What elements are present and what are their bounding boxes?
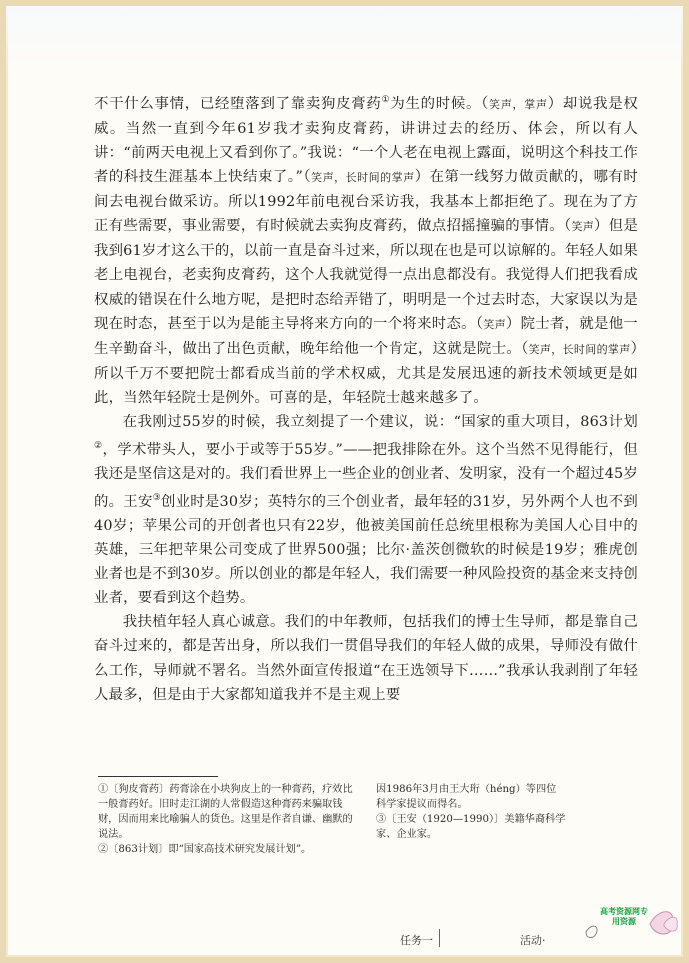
paragraph-text: ，学术带头人，要小于或等于55岁。”——把我排除在外。这个当然不见得能行，但我还是坚信这是对的。我们看世界上一些企业的创业者、发明家，没有一个超过45岁的。王安 (94, 441, 638, 510)
top-fade (6, 6, 683, 76)
footnote-item: 因1986年3月由王大珩（héng）等四位科学家提议而得名。 (376, 784, 557, 810)
paragraph-text: ）在第一线努力做贡献的，哪有时间去电视台做采访。所以1992年前电视台采访我，我基本上都拒绝了。现在为了方正有些需要，事业需要，有时候就去卖狗皮膏药，做点招摇撞骗的事情。（ (94, 169, 638, 235)
body-paragraph (94, 610, 638, 706)
footnotes-left-column (98, 782, 353, 857)
audience-reaction: 笑声 (571, 220, 595, 234)
audience-reaction: 笑声 (483, 317, 506, 331)
footnote-item: ②〔863计划〕即“国家高技术研究发展计划”。 (98, 844, 312, 855)
footnote-marker: ③ (152, 493, 161, 504)
paragraph-text: ）但是我到61岁才这么干的，以前一直是奋斗过来，所以现在也是可以谅解的。年轻人如果老上电视台，老卖狗皮膏药，这个人我就觉得一点出息都没有。我觉得人们把我看成权威的错误在什么地方呢，是把时态给弄错了，明明是一个过去时态，大家误以为是现在时态，甚至于以为是能主导将来方向的一个将来时态。（ (94, 218, 638, 332)
paragraph-text: 创业时是30岁；英特尔的三个创业者，最年轻的31岁，另外两个人也不到40岁；苹果公司的开创者也只有22岁，他被美国前任总统里根称为美国人心目中的英雄，三年把苹果公司变成了世界500强；比尔·盖茨创微软的时候是19岁；雅虎创业者也是不到30岁。所以创业的都是年轻人，我们需要一种风险投资的基金来支持创业者，要看到这个趋势。 (94, 493, 638, 607)
footnote-marker: ① (381, 95, 391, 105)
audience-reaction: 笑声，长时间的掌声 (528, 342, 631, 356)
body-paragraph (94, 410, 638, 610)
footnotes-right-column (376, 782, 566, 842)
footnote-item: ①〔狗皮膏药〕药膏涂在小块狗皮上的一种膏药，疗效比一般膏药好。旧时走江湖的人常假造这种膏药来骗取钱财，因而用来比喻骗人的货色。这里是作者自谦、幽默的说法。 (98, 784, 353, 840)
paragraph-text: 在我刚过55岁的时候，我立刻提了一个建议，说：“国家的重大项目，863计划 (122, 414, 638, 431)
audience-reaction: 笑声，长时间的掌声 (311, 171, 415, 185)
footnote-item: ③〔王安（1920—1990）〕美籍华裔科学家、企业家。 (376, 814, 566, 840)
paragraph-text: 我扶植年轻人真心诚意。我们的中年教师，包括我们的博士生导师，都是靠自己奋斗过来的，都是苦出身，所以我们一贯倡导我们的年轻人做的成果，导师没有做什么工作，导师就不署名。当然外面宣传报道“在王选领导下……”我承认我剥削了年轻人最多，但是由于大家都知道我并不是主观上要 (94, 614, 638, 703)
audience-reaction: 笑声，掌声 (489, 97, 548, 111)
paragraph-text: 为生的时候。（ (390, 95, 490, 112)
footer-task-label: 任务一 (400, 934, 433, 947)
footnote-marker: ② (94, 441, 103, 452)
paragraph-text: ）所以千万不要把院士都看成当前的学术权威，尤其是发展迅速的新技术领域更是如此，当然年轻院士是例外。可喜的是，年轻院士越来越多了。 (94, 340, 638, 406)
paragraph-text: ）院士者，就是他一生辛勤奋斗，做出了出色贡献，晚年给他一个肯定，这就是院士。（ (94, 315, 638, 357)
body-paragraph (94, 88, 638, 410)
footer-activity-label: 活动· (520, 934, 546, 947)
watermark-text: 高考资源网专用资源 (600, 906, 648, 926)
body-text (94, 88, 638, 707)
watermark-logo (580, 902, 680, 946)
paragraph-text: 不干什么事情，已经堕落到了靠卖狗皮膏药 (94, 95, 382, 112)
footnote-rule (98, 776, 218, 777)
paragraph-text: ）却说我是权威。当然一直到今年61岁我才卖狗皮膏药，讲讲过去的经历、体会，所以有人讲：“前两天电视上又看到你了。”我说：“一个人老在电视上露面，说明这个科技工作者的科技生涯基本上快结束了。”（ (94, 95, 638, 186)
footer-separator (439, 929, 440, 947)
